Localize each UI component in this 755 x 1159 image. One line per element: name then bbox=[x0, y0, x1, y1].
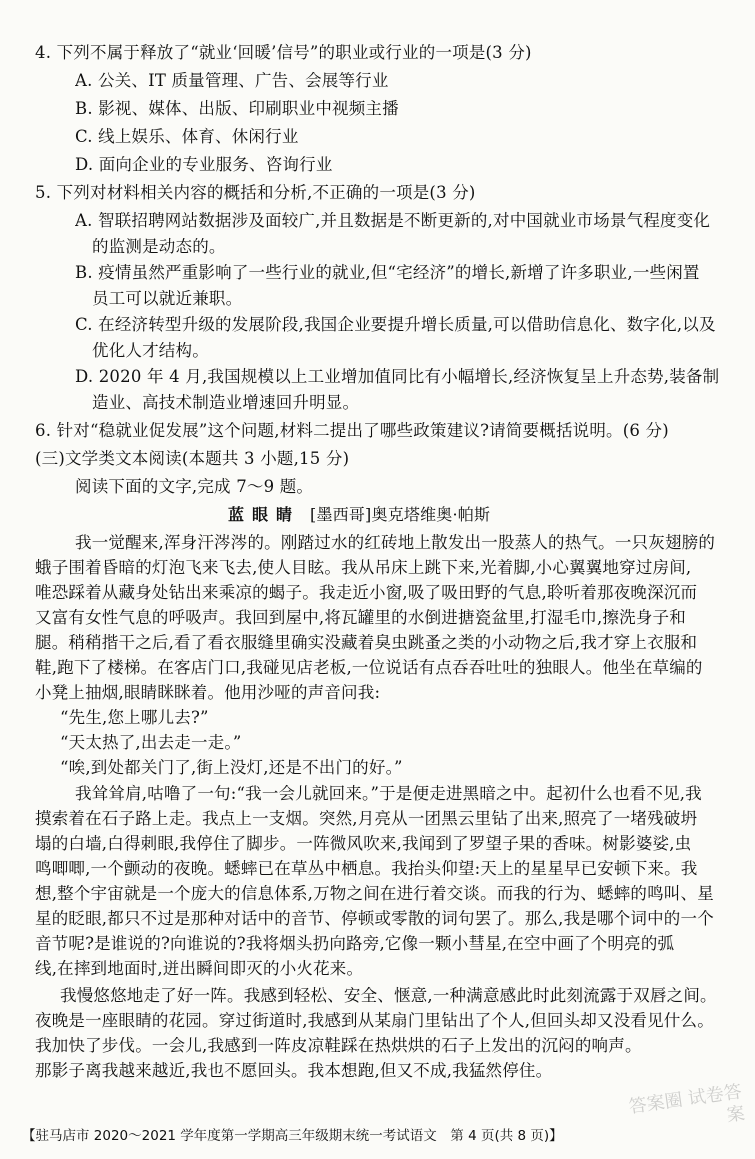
story-author: [墨西哥]奥克塔维奥·帕斯 bbox=[310, 505, 491, 524]
q4-option-d: D. 面向企业的专业服务、咨询行业 bbox=[75, 155, 333, 174]
story-line: 我一觉醒来,浑身汗涔涔的。刚踏过水的红砖地上散发出一股蒸人的热气。一只灰翅膀的 bbox=[75, 533, 716, 552]
q5-option-d-line1: D. 2020 年 4 月,我国规模以上工业增加值同比有小幅增长,经济恢复呈上升态势,装备制 bbox=[75, 367, 720, 386]
q5-option-a-line1: A. 智联招聘网站数据涉及面较广,并且数据是不断更新的,对中国就业市场景气程度变化 bbox=[75, 211, 711, 230]
story-line: 那影子离我越来越近,我也不愿回头。我本想跑,但又不成,我猛然停住。 bbox=[35, 1061, 553, 1080]
story-line: 我加快了步伐。一会儿,我感到一阵皮凉鞋踩在热烘烘的石子上发出的沉闷的响声。 bbox=[35, 1036, 642, 1055]
story-line: 小凳上抽烟,眼睛眯眯着。他用沙哑的声音问我: bbox=[35, 683, 381, 702]
story-line: 唯恐踩着从藏身处钻出来乘凉的蝎子。我走近小窗,吸了吸田野的气息,聆听着那夜晚深沉而 bbox=[35, 583, 698, 602]
story-line: 线,在摔到地面时,迸出瞬间即灭的小火花来。 bbox=[35, 959, 364, 978]
q5-option-c-line2: 优化人才结构。 bbox=[92, 341, 209, 360]
story-line: 我耸耸肩,咕噜了一句:“我一会儿就回来。”于是便走进黑暗之中。起初什么也看不见,我 bbox=[75, 784, 702, 803]
story-line: 腿。稍稍揩干之后,看了看衣服缝里确实没藏着臭虫跳蚤之类的小动物之后,我才穿上衣服和 bbox=[35, 633, 698, 652]
story-dialogue: “唉,到处都关门了,街上没灯,还是不出门的好。” bbox=[60, 758, 403, 777]
q5-option-a-line2: 的监测是动态的。 bbox=[92, 237, 226, 256]
story-line: 摸索着在石子路上走。我点上一支烟。突然,月亮从一团黑云里钻了出来,照亮了一堵残破坍 bbox=[35, 809, 698, 828]
story-line: 星的眨眼,都只不过是那种对话中的音节、停顿或零散的词句罢了。那么,我是哪个词中的一个 bbox=[35, 909, 714, 928]
story-line: 夜晚是一座眼睛的花园。穿过街道时,我感到从某扇门里钻出了个人,但回头却又没看见什么。 bbox=[35, 1011, 714, 1030]
story-line: 想,整个宇宙就是一个庞大的信息体系,万物之间在进行着交谈。而我的行为、蟋蟀的鸣叫、星 bbox=[35, 884, 714, 903]
q4-option-a: A. 公关、IT 质量管理、广告、会展等行业 bbox=[75, 71, 389, 90]
story-dialogue: “天太热了,出去走一走。” bbox=[60, 733, 242, 752]
story-line: 蛾子围着昏暗的灯泡飞来飞去,使人目眩。我从吊床上跳下来,光着脚,小心翼翼地穿过房间, bbox=[35, 558, 692, 577]
story-line: 塌的白墙,白得刺眼,我停住了脚步。一阵微风吹来,我闻到了罗望子果的香味。树影婆娑,虫 bbox=[35, 834, 692, 853]
story-line: 鞋,跑下了楼梯。在客店门口,我碰见店老板,一位说话有点吞吞吐吐的独眼人。他坐在草编的 bbox=[35, 658, 703, 677]
story-line: 又富有女性气息的呼吸声。我回到屋中,将瓦罐里的水倒进搪瓷盆里,打湿毛巾,擦洗身子和 bbox=[35, 608, 686, 627]
story-dialogue: “先生,您上哪儿去?” bbox=[60, 708, 209, 727]
story-title-line bbox=[228, 504, 490, 526]
q5-option-b-line2: 员工可以就近兼职。 bbox=[92, 289, 243, 308]
section-instruction: 阅读下面的文字,完成 7～9 题。 bbox=[75, 477, 314, 496]
q5-option-c-line1: C. 在经济转型升级的发展阶段,我国企业要提升增长质量,可以借助信息化、数字化,以及 bbox=[75, 315, 716, 334]
q4-stem: 4. 下列不属于释放了“就业‘回暖’信号”的职业或行业的一项是(3 分) bbox=[35, 43, 532, 62]
watermark: 答案圈 试卷答案 bbox=[627, 1081, 747, 1127]
q4-option-c: C. 线上娱乐、体育、休闲行业 bbox=[75, 127, 299, 146]
q5-stem: 5. 下列对材料相关内容的概括和分析,不正确的一项是(3 分) bbox=[35, 183, 476, 202]
q6-stem: 6. 针对“稳就业促发展”这个问题,材料二提出了哪些政策建议?请简要概括说明。(6 分) bbox=[35, 421, 669, 440]
page-footer: 【驻马店市 2020～2021 学年度第一学期高三年级期末统一考试语文 第 4 页(共 8 页)】 bbox=[22, 1128, 563, 1144]
story-line: 我慢悠悠地走了好一阵。我感到轻松、安全、惬意,一种满意感此时此刻流露于双唇之间。 bbox=[60, 986, 717, 1005]
section-heading: (三)文学类文本阅读(本题共 3 小题,15 分) bbox=[35, 449, 350, 468]
q4-option-b: B. 影视、媒体、出版、印刷职业中视频主播 bbox=[75, 99, 399, 118]
q5-option-d-line2: 造业、高技术制造业增速回升明显。 bbox=[92, 393, 360, 412]
q5-option-b-line1: B. 疫情虽然严重影响了一些行业的就业,但“宅经济”的增长,新增了许多职业,一些闲置 bbox=[75, 263, 700, 282]
story-line: 音节呢?是谁说的?向谁说的?我将烟头扔向路旁,它像一颗小彗星,在空中画了个明亮的弧 bbox=[35, 934, 675, 953]
story-title: 蓝眼睛 bbox=[228, 505, 301, 524]
story-line: 鸣唧唧,一个颤动的夜晚。蟋蟀已在草丛中栖息。我抬头仰望:天上的星星早已安顿下来。我 bbox=[35, 859, 698, 878]
